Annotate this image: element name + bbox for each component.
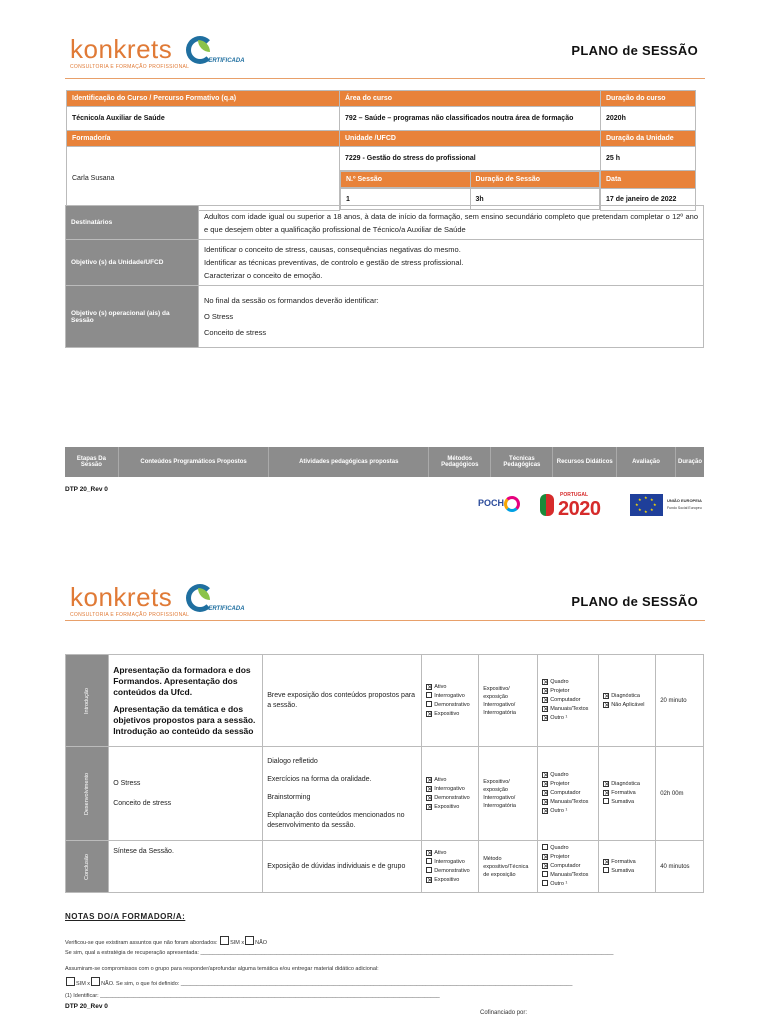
session-duration-label: Duração de Sessão (470, 172, 600, 188)
portugal-label: PORTUGAL (560, 492, 589, 498)
method-checkbox[interactable]: ✕ Demonstrativo (427, 794, 470, 802)
methods-cell (422, 841, 479, 893)
date-value: 17 de janeiro de 2022 (601, 188, 696, 210)
notes-line: Verificou-se que existiram assuntos que não foram abordados: SIM x NÃO (65, 936, 267, 946)
eu-flag-icon: ★ ★ ★ ★ ★ ★ ★ ★ (630, 494, 663, 516)
trainer-label: Formador/a (67, 131, 340, 147)
method-checkbox[interactable]: ✕ Interrogativo (427, 785, 465, 793)
resource-checkbox[interactable]: ✕ Outro ¹ (543, 715, 568, 722)
cert-label: CERTIFICADA (204, 606, 245, 612)
unit-label: Unidade /UFCD (340, 131, 601, 147)
plan-header-cell: Etapas Da Sessão (65, 447, 118, 477)
evaluation-checkbox[interactable]: ✕ Não Aplicável (604, 701, 645, 709)
certification-logo (186, 36, 245, 70)
stage-cell (66, 747, 109, 841)
notes-line: Se sim, qual a estratégia de recuperação apresentada: _______________________________________________________________________________________________________________________________________ (65, 950, 614, 956)
methods-cell (422, 747, 479, 841)
poch-logo: POCH (478, 498, 505, 508)
content-cell (109, 841, 263, 893)
notes-line: (1) Identificar: _______________________________________________________________________________________________________________ (65, 993, 440, 999)
operational-objectives-label: Objetivo (s) operacional (ais) da Sessão (66, 286, 199, 348)
method-checkbox[interactable]: ✕ Ativo (427, 849, 447, 857)
cert-label: CERTIFICADA (204, 58, 245, 64)
plan-header-cell: Técnicas Pedagógicas (491, 447, 553, 477)
evaluation-checkbox[interactable]: ✕ Formativa (604, 790, 636, 797)
unit-duration-value: 25 h (601, 147, 696, 171)
operational-objective-line: O Stress (204, 311, 234, 321)
session-duration-value: 3h (470, 189, 600, 210)
poch-ring-icon (504, 496, 520, 512)
content-line: O Stress (113, 779, 141, 787)
evaluation-cell (599, 747, 656, 841)
duration-cell: 20 minuto (656, 655, 704, 747)
content-cell (109, 747, 263, 841)
course-duration-value: 2020h (601, 107, 696, 131)
resource-checkbox[interactable]: ✕ Outro ¹ (543, 808, 568, 815)
resources-cell (538, 655, 599, 747)
eu-title: UNIÃO EUROPEIA (667, 498, 702, 503)
logo-wordmark: konkrets (70, 34, 173, 64)
area-label: Área do curso (340, 91, 601, 107)
logo-subtitle: CONSULTORIA E FORMAÇÃO PROFISSIONAL (70, 612, 190, 618)
method-checkbox[interactable]: Demonstrativo (426, 701, 474, 710)
plan-header-cell: Duração (675, 447, 704, 477)
plan-header-cell: Conteúdos Programáticos Propostos (118, 447, 269, 477)
content-line: Apresentação da formadora e dos Formandos. Apresentação dos conteúdos da Ufcd. (113, 664, 251, 697)
activities-cell (263, 747, 422, 841)
unit-objective-line: Caracterizar o conceito de emoção. (204, 271, 323, 280)
method-checkbox[interactable]: ✕ Expositivo (427, 803, 460, 811)
logo-wordmark: konkrets (70, 582, 173, 612)
techniques-cell: Expositivo/ exposição Interrogativo/ Interrogatória (479, 655, 538, 747)
resource-checkbox[interactable]: ✕ Quadro (543, 772, 569, 779)
document-code: DTP 20_Rev 0 (65, 486, 108, 493)
method-checkbox[interactable]: ✕ Expositivo (427, 710, 460, 718)
activity-line: Breve exposição dos conteúdos propostos para a sessão. (267, 691, 416, 709)
session-no-label: N.º Sessão (341, 172, 471, 188)
resource-checkbox[interactable]: ✕ Quadro (543, 679, 569, 686)
techniques-cell: Expositivo/ exposição Interrogativo/ Interrogatória (479, 747, 538, 841)
logo (70, 36, 189, 70)
method-checkbox[interactable]: ✕ Ativo (427, 683, 447, 691)
header-divider (65, 78, 705, 79)
details-table (65, 205, 704, 348)
notes-title: NOTAS DO/A FORMADOR/A: (65, 912, 186, 921)
activities-cell (263, 841, 422, 893)
table-row (66, 655, 704, 747)
stage-label: Desenvolvimento (84, 772, 91, 815)
session-no-value: 1 (341, 189, 471, 210)
target-label: Destinatários (66, 206, 199, 240)
resource-checkbox[interactable]: ✕ Computador (543, 697, 581, 704)
evaluation-cell (599, 655, 656, 747)
date-label: Data (601, 171, 696, 189)
evaluation-checkbox[interactable]: ✕ Diagnóstica (604, 781, 640, 788)
page-title: PLANO de SESSÃO (571, 594, 698, 609)
resource-checkbox[interactable]: Manuais/Textos (542, 871, 594, 880)
course-label: Identificação do Curso / Percurso Formativo (q.a) (67, 91, 340, 107)
evaluation-checkbox[interactable]: Sumativa (603, 798, 651, 807)
table-row (66, 747, 704, 841)
logo (70, 584, 189, 618)
operational-objectives (199, 286, 704, 348)
stage-cell (66, 841, 109, 893)
operational-objective-line: Conceito de stress (204, 327, 267, 337)
methods-cell (422, 655, 479, 747)
resource-checkbox[interactable]: ✕ Projetor (543, 781, 570, 788)
resource-checkbox[interactable]: ✕ Computador (543, 790, 581, 797)
stage-label: Conclusão (84, 853, 91, 880)
evaluation-checkbox[interactable]: Sumativa (603, 867, 651, 876)
evaluation-checkbox[interactable]: ✕ Diagnóstica (604, 692, 640, 700)
unit-objective-line: Identificar as técnicas preventivas, de controlo e gestão de stress profissional. (204, 258, 464, 267)
trainer-value: Carla Susana (67, 147, 340, 211)
funding-logos (478, 490, 708, 522)
nao-checkbox[interactable] (91, 977, 100, 986)
method-checkbox[interactable]: ✕ Expositivo (427, 876, 460, 884)
session-plan-table (65, 654, 704, 893)
activity-line: Explanação dos conteúdos mencionados no desenvolvimento da sessão. (267, 811, 405, 829)
duration-cell: 40 minutos (656, 841, 704, 893)
activity-line: Brainstorming (267, 793, 311, 801)
evaluation-checkbox[interactable]: ✕ Formativa (604, 858, 636, 866)
unit-duration-label: Duração da Unidade (601, 131, 696, 147)
plan-header-table (65, 447, 704, 477)
plan-header-cell: Atividades pedagógicas propostas (269, 447, 429, 477)
unit-value: 7229 - Gestão do stress do profissional (340, 147, 601, 171)
document-code: DTP 20_Rev 0 (65, 1003, 108, 1010)
resource-checkbox[interactable]: ✕ Computador (543, 863, 581, 870)
resource-checkbox[interactable]: ✕ Projetor (543, 688, 570, 695)
method-checkbox[interactable]: Interrogativo (426, 858, 474, 867)
table-row (66, 841, 704, 893)
plan-header-cell: Métodos Pedagógicos (429, 447, 491, 477)
content-line: Apresentação da temática e dos objetivos propostos para a sessão. Introdução ao conteúdo da sessão (113, 703, 256, 736)
sim-checkbox[interactable] (220, 936, 229, 945)
portugal-flag-icon (540, 494, 554, 516)
nao-checkbox[interactable] (245, 936, 254, 945)
sim-checkbox[interactable] (66, 977, 75, 986)
certification-logo (186, 584, 245, 618)
duration-cell: 02h 00m (656, 747, 704, 841)
evaluation-cell (599, 841, 656, 893)
cofinanced-label: Cofinanciado por: (480, 1010, 528, 1016)
area-value: 792 – Saúde – programas não classificados noutra área de formação (340, 107, 601, 131)
method-checkbox[interactable]: Interrogativo (426, 692, 474, 701)
stage-label: Introdução (84, 687, 91, 714)
page-title: PLANO de SESSÃO (571, 43, 698, 58)
resource-checkbox[interactable]: Quadro (542, 844, 594, 853)
notes-line: Assumiram-se compromissos com o grupo para responder/aprofundar alguma temática e/ou entregar material didático adicional: (65, 966, 379, 972)
resources-cell (538, 747, 599, 841)
plan-header-cell: Avaliação (617, 447, 676, 477)
identification-table (66, 90, 696, 211)
course-duration-label: Duração do curso (601, 91, 696, 107)
activities-cell (263, 655, 422, 747)
content-cell (109, 655, 263, 747)
header-divider (65, 620, 705, 621)
portugal-2020-logo: 2020 (558, 498, 601, 520)
target-text: Adultos com idade igual ou superior a 18 anos, à data de início da formação, sem ensino secundário completo que pretendam completar o 12º ano e que desejem obter a qualificação profissional de Técnico/a Auxiliar de Saúde (199, 206, 704, 240)
stage-cell (66, 655, 109, 747)
plan-header-cell: Recursos Didáticos (553, 447, 617, 477)
resource-checkbox[interactable]: ✕ Projetor (543, 854, 570, 861)
activity-line: Dialogo refletido (267, 757, 318, 765)
logo-subtitle: CONSULTORIA E FORMAÇÃO PROFISSIONAL (70, 64, 190, 70)
activity-line: Exposição de dúvidas individuais e de grupo (267, 862, 406, 870)
resource-checkbox[interactable]: Outro ¹ (542, 880, 594, 889)
content-line: Conceito de stress (113, 799, 172, 807)
unit-objectives (199, 240, 704, 286)
resources-cell (538, 841, 599, 893)
unit-objective-line: Identificar o conceito de stress, causas, consequências negativas do mesmo. (204, 245, 461, 254)
method-checkbox[interactable]: Demonstrativo (426, 867, 474, 876)
eu-subtitle: Fundo Social Europeu (667, 506, 702, 510)
method-checkbox[interactable]: ✕ Ativo (427, 776, 447, 784)
activity-line: Exercícios na forma da oralidade. (267, 775, 372, 783)
resource-checkbox[interactable]: ✕ Manuais/Textos (543, 706, 589, 713)
course-value: Técnico/a Auxiliar de Saúde (67, 107, 340, 131)
operational-objective-line: No final da sessão os formandos deverão identificar: (204, 295, 379, 305)
unit-objectives-label: Objetivo (s) da Unidade/UFCD (66, 240, 199, 286)
resource-checkbox[interactable]: ✕ Manuais/Textos (543, 799, 589, 806)
content-line: Síntese da Sessão. (113, 848, 174, 855)
techniques-cell: Método expositivo/Técnica de exposição (479, 841, 538, 893)
notes-line: SIM x NÃO. Se sim, o que foi definido: ________________________________________________________________________________________________________________________________ (65, 977, 572, 987)
